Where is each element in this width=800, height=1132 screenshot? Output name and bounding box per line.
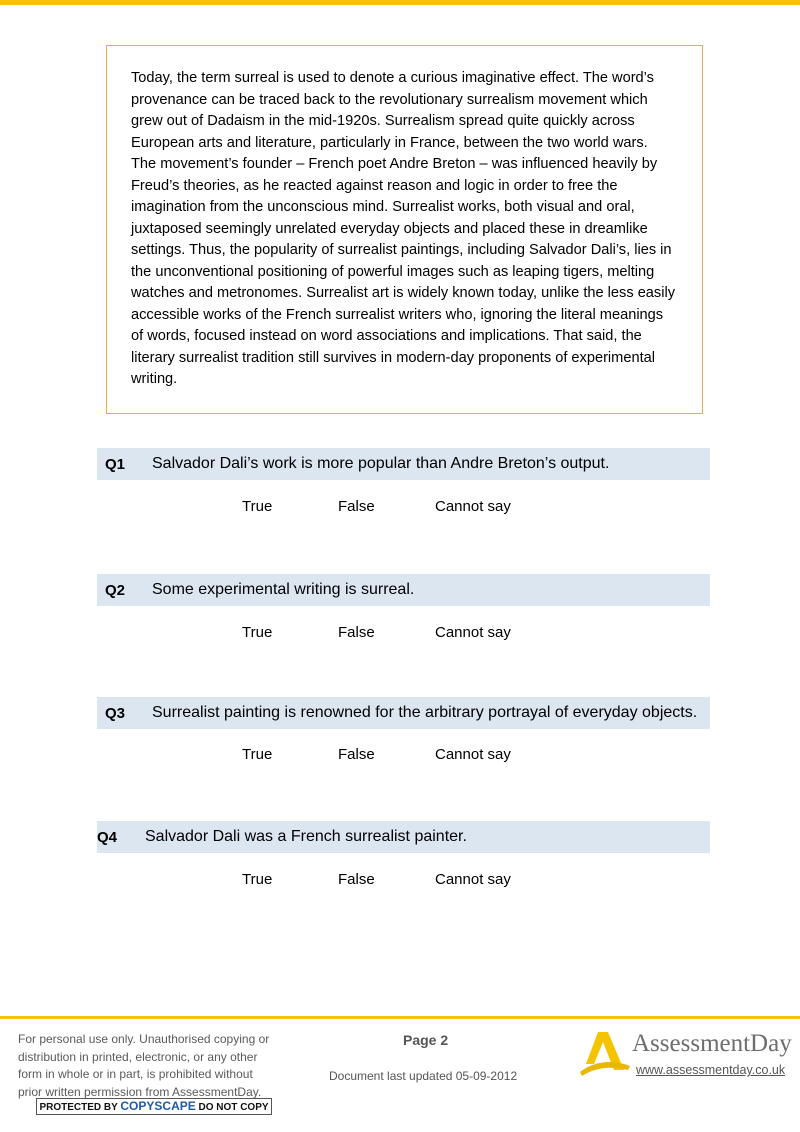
reading-passage [106, 45, 703, 414]
question-text: Surrealist painting is renowned for the arbitrary portrayal of everyday objects. [152, 704, 698, 721]
page-number: Page 2 [403, 1032, 449, 1048]
website-link[interactable]: www.assessmentday.co.uk [636, 1063, 786, 1077]
option-true[interactable]: True [242, 624, 273, 641]
question-text: Salvador Dali’s work is more popular than Andre Breton’s output. [152, 455, 610, 472]
option-false[interactable]: False [338, 871, 375, 888]
copyscape-badge[interactable] [36, 1098, 272, 1115]
last-updated: Document last updated 05-09-2012 [329, 1069, 518, 1083]
question-number: Q2 [105, 582, 126, 599]
option-false[interactable]: False [338, 746, 375, 763]
question-number: Q4 [97, 829, 118, 846]
question-4 [97, 821, 710, 853]
passage-text: Today, the term surreal is used to denote a curious imaginative effect. The word’s provenance can be traced back to the revolutionary surrealism movement which grew out of Dadaism in the mid-1920s. Surrealism spread quite quickly across European arts and literature, particularly in France, between the two world wars. The movement’s founder – French poet Andre Breton – was influenced heavily by Freud’s theories, as he reacted against reason and logic in order to free the imagination from the unconscious mind. Surrealist works, both visual and oral, juxtaposed seemingly unrelated everyday objects and placed these in dreamlike settings. Thus, the popularity of surrealist paintings, including Salvador Dali’s, lies in the unconventional positioning of powerful images such as leaping tigers, melting watches and metronomes. Surrealist art is widely known today, unlike the less easily accessible works of the French surrealist writers who, ignoring the literal meanings of words, focused instead on word associations and implications. That said, the literary surrealist tradition still survives in modern-day proponents of experimental writing. [131, 70, 676, 387]
option-cannot-say[interactable]: Cannot say [435, 624, 511, 641]
answer-options-1 [0, 498, 800, 518]
answer-options-2 [0, 624, 800, 644]
question-1 [97, 448, 710, 480]
option-true[interactable]: True [242, 746, 273, 763]
question-text: Salvador Dali was a French surrealist painter. [145, 828, 467, 845]
question-number: Q1 [105, 456, 126, 473]
option-false[interactable]: False [338, 498, 375, 515]
assessmentday-logo-icon [578, 1030, 630, 1078]
copyright-notice [18, 1031, 288, 1101]
question-2 [97, 574, 710, 606]
copyscape-brand: COPYSCAPE [120, 1099, 196, 1113]
option-true[interactable]: True [242, 871, 273, 888]
option-false[interactable]: False [338, 624, 375, 641]
logo-text: AssessmentDay [632, 1030, 792, 1057]
option-true[interactable]: True [242, 498, 273, 515]
option-cannot-say[interactable]: Cannot say [435, 498, 511, 515]
question-number: Q3 [105, 705, 126, 722]
answer-options-4 [0, 871, 800, 891]
notice-line: For personal use only. Unauthorised copying or [18, 1032, 270, 1046]
question-text: Some experimental writing is surreal. [152, 581, 415, 598]
answer-options-3 [0, 746, 800, 766]
copyscape-suffix: DO NOT COPY [198, 1102, 269, 1113]
copyscape-prefix: PROTECTED BY [39, 1102, 118, 1113]
question-3 [97, 697, 710, 729]
notice-line: distribution in printed, electronic, or any other [18, 1049, 258, 1064]
option-cannot-say[interactable]: Cannot say [435, 746, 511, 763]
notice-line: prior written permission from AssessmentDay. [18, 1084, 262, 1099]
option-cannot-say[interactable]: Cannot say [435, 871, 511, 888]
footer-rule [0, 1016, 800, 1019]
notice-line: form in whole or in part, is prohibited without [18, 1067, 253, 1081]
top-rule [0, 0, 800, 5]
